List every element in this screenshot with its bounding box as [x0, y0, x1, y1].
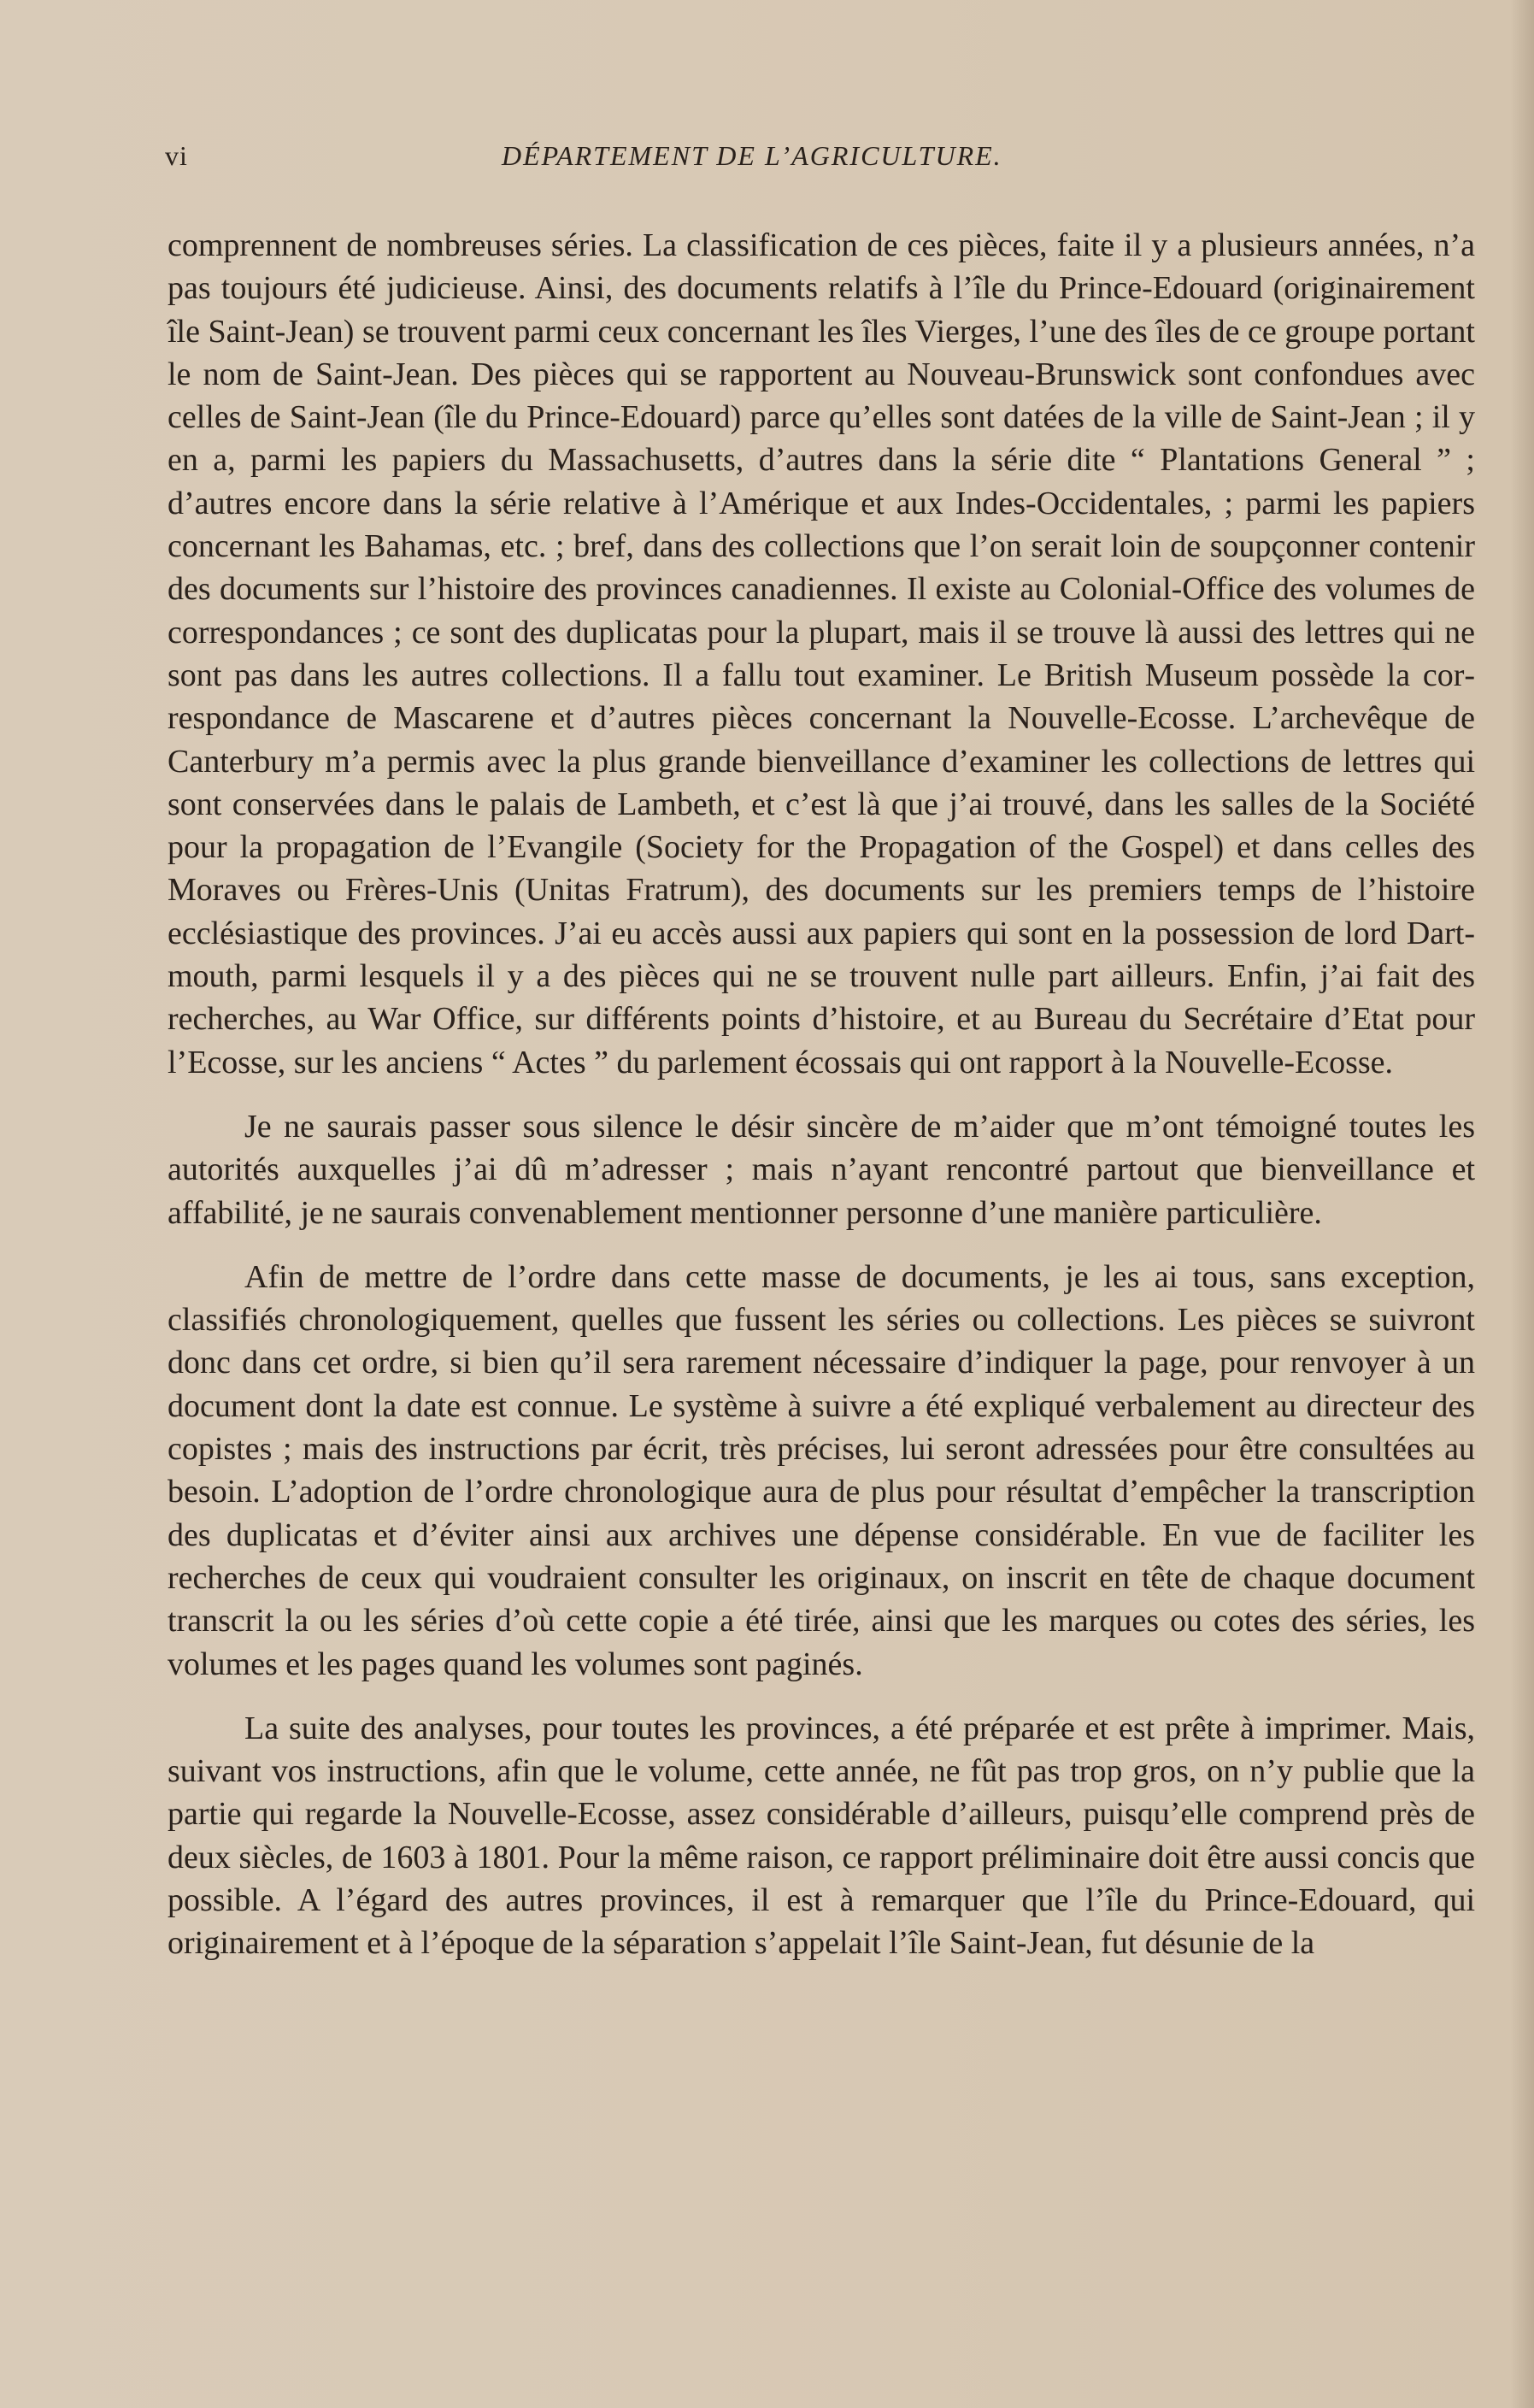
paragraph-3: Afin de mettre de l’ordre dans cette masse de documents, je les ai tous, sans exception, classifiés chronologiquement, quelles que fussent les séries ou collections. Les pièces se suivront donc dans cet ordre, si bien qu’il sera rarement nécessaire d’indiquer la page, pour renvoyer à un document dont la date est connue. Le système à suivre a été expliqué verbalement au directeur des copistes ; mais des instructions par écrit, très précises, lui seront adressées pour être consultées au besoin. L’adoption de l’ordre chronologique aura de plus pour résultat d’empêcher la transcription des duplicatas et d’éviter ainsi aux archives une dépense considérable. En vue de faciliter les recherches de ceux qui voudraient consulter les originaux, on inscrit en tête de chaque document transcrit la ou les séries d’où cette copie a été tirée, ainsi que les marques ou cotes des séries, les volumes et les pages quand les volumes sont paginés. — [168, 1258, 1475, 1682]
page-number: vi — [165, 140, 188, 171]
page-edge-shadow — [1510, 0, 1534, 2408]
running-header — [165, 140, 1481, 181]
paragraph-1: comprennent de nombreuses séries. La classification de ces pièces, faite il y a plusieurs années, n’a pas toujours été judicieuse. Ainsi, des documents relatifs à l’île du Prince-Edouard (originairement île Saint-Jean) se trouvent parmi ceux concernant les îles Vierges, l’une des îles de ce groupe portant le nom de Saint-Jean. Des pièces qui se rapportent au Nouveau-Brunswick sont confondues avec celles de Saint-Jean (île du Prince-Edouard) parce qu’elles sont datées de la ville de Saint-Jean ; il y en a, parmi les papiers du Massachusetts, d’autres dans la série dite “ Plantations General ” ; d’autres encore dans la série relative à l’Amérique et aux Indes-Occidentales, ; parmi les papiers concernant les Bahamas, etc. ; bref, dans des collections que l’on serait loin de soupçonner contenir des documents sur l’histoire des provinces canadiennes. Il existe au Colonial-Office des volumes de correspondances ; ce sont des duplicatas pour la plupart, mais il se trouve là aussi des lettres qui ne sont pas dans les autres collections. Il a fallu tout examiner. Le British Museum possède la correspondance de Mascarene et d’autres pièces concernant la Nouvelle-Ecosse. L’archevêque de Canterbury m’a permis avec la plus grande bienveillance d’examiner les collections de lettres qui sont conservées dans le palais de Lambeth, et c’est là que j’ai trouvé, dans les salles de la Société pour la propagation de l’Evangile (Society for the Propagation of the Gospel) et dans celles des Moraves ou Frères-Unis (Unitas Fratrum), des documents sur les premiers temps de l’histoire ecclésiastique des provinces. J’ai eu accès aussi aux papiers qui sont en la possession de lord Dartmouth, parmi lesquels il y a des pièces qui ne se trouvent nulle part ailleurs. Enfin, j’ai fait des recherches, au War Office, sur différents points d’histoire, et au Bureau du Secrétaire d’Etat pour l’Ecosse, sur les anciens “ Actes ” du parlement écossais qui ont rapport à la Nouvelle-Ecosse. — [168, 227, 1475, 1080]
paragraph-4: La suite des analyses, pour toutes les provinces, a été préparée et est prête à imprimer. Mais, suivant vos instructions, afin que le volume, cette année, ne fût pas trop gros, on n’y publie que la partie qui regarde la Nouvelle-Ecosse, assez considérable d’ailleurs, puisqu’elle comprend près de deux siècles, de 1603 à 1801. Pour la même raison, ce rapport préliminaire doit être aussi concis que possible. A l’égard des autres provinces, il est à remarquer que l’île du Prince-Edouard, qui originairement et à l’époque de la séparation s’appelait l’île Saint-Jean, fut désunie de la — [168, 1710, 1475, 1962]
body-text — [168, 224, 1475, 1987]
running-title: DÉPARTEMENT DE L’AGRICULTURE. — [502, 140, 1002, 171]
paragraph-2: Je ne saurais passer sous silence le désir sincère de m’aider que m’ont témoigné toutes les autorités auxquelles j’ai dû m’adresser ; mais n’ayant rencontré partout que bienveillance et affabilité, je ne saurais convenablement mentionner personne d’une manière particulière. — [168, 1108, 1475, 1231]
